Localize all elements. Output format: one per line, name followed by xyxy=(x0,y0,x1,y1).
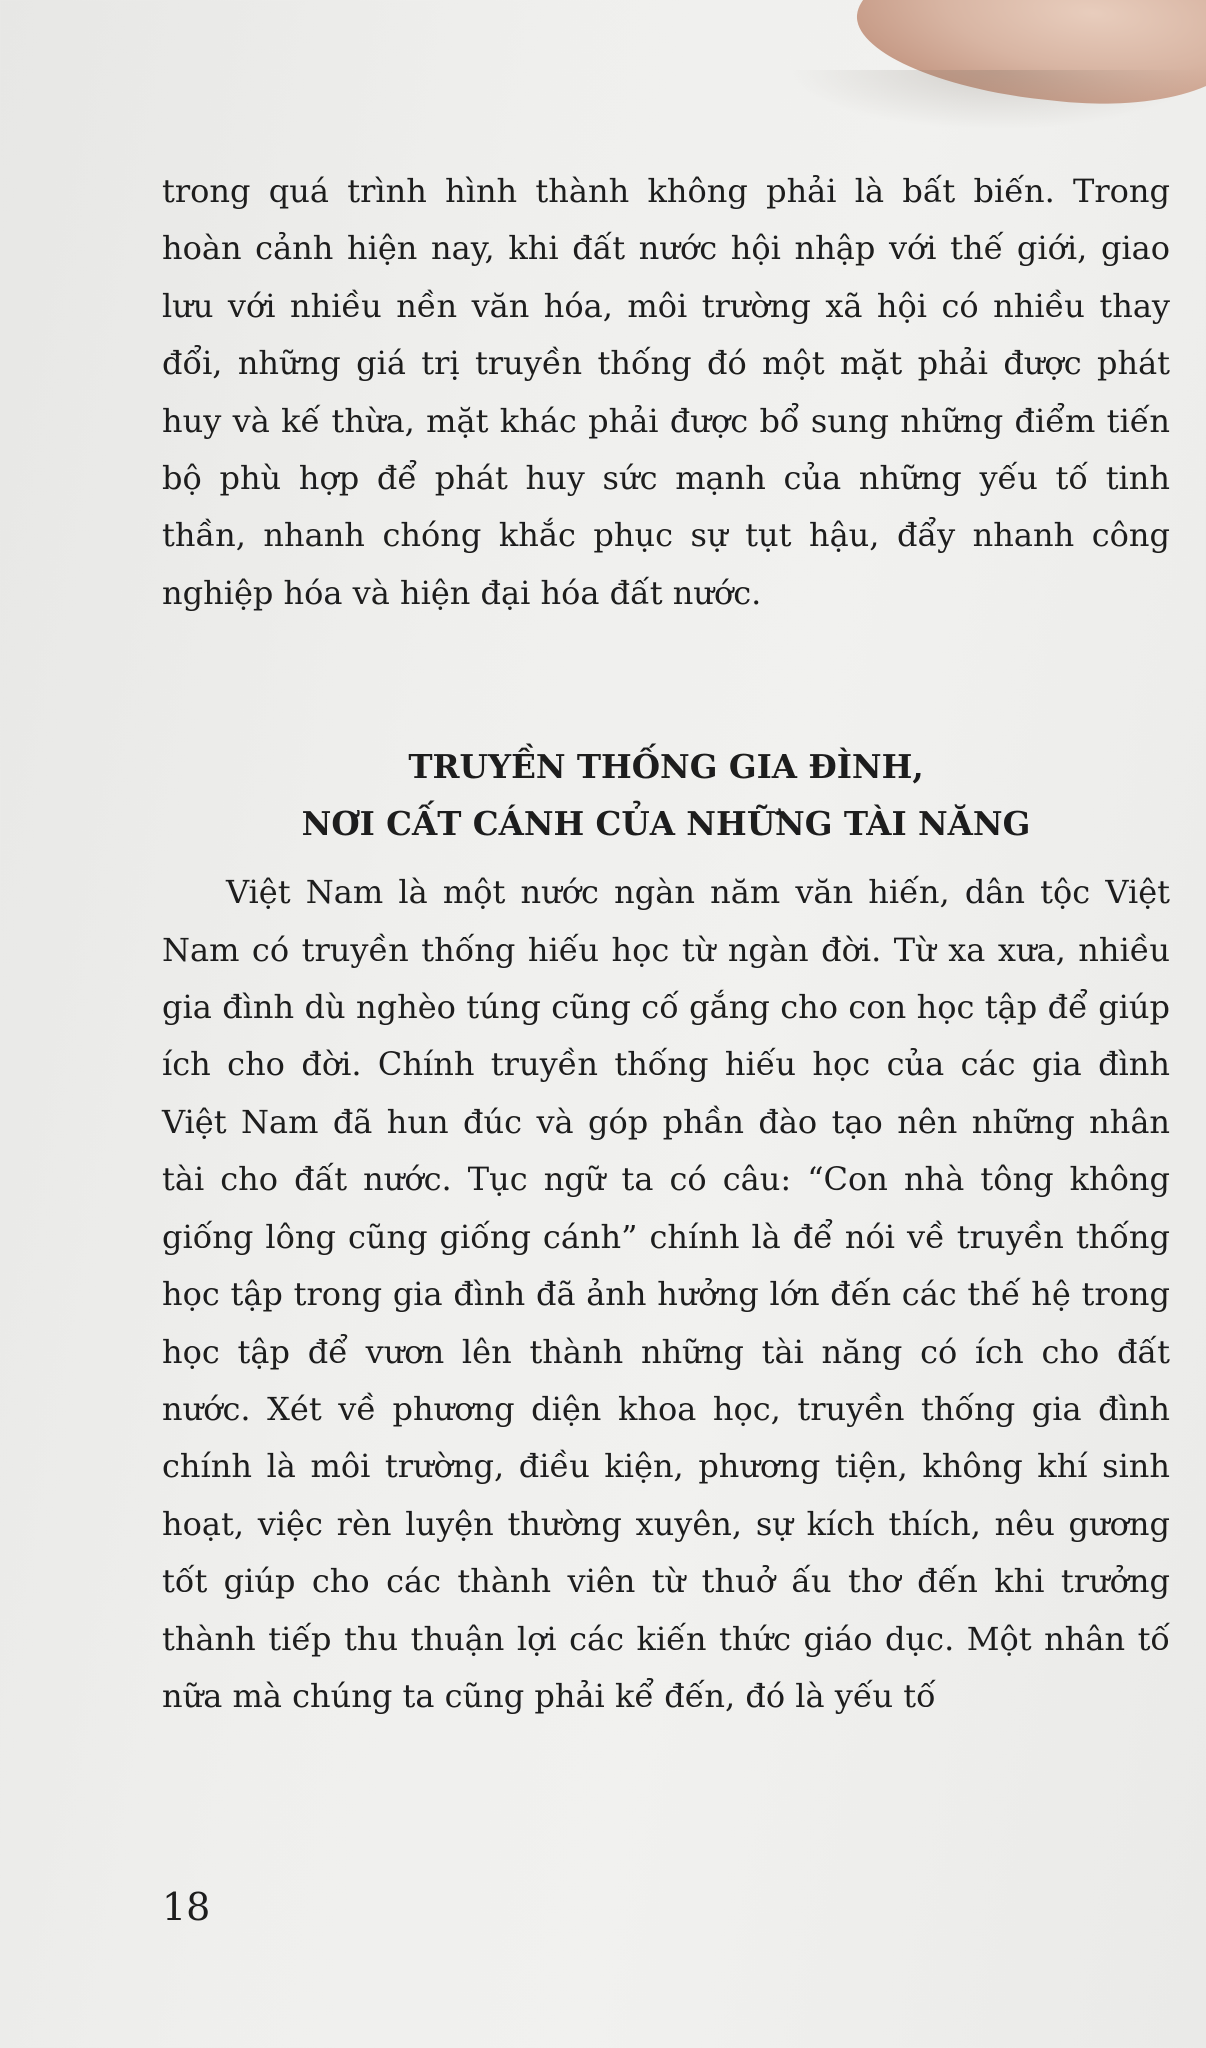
finger-shadow xyxy=(786,70,1206,130)
book-page-text xyxy=(162,163,1170,1725)
heading-line-2: NƠI CẤT CÁNH CỦA NHỮNG TÀI NĂNG xyxy=(301,804,1031,844)
body-paragraph: Việt Nam là một nước ngàn năm văn hiến, dân tộc Việt Nam có truyền thống hiếu học từ ngàn đời. Từ xa xưa, nhiều gia đình dù nghèo túng cũng cố gắng cho con học tập để giúp ích cho đời. Chính truyền thống hiếu học của các gia đình Việt Nam đã hun đúc và góp phần đào tạo nên những nhân tài cho đất nước. Tục ngữ ta có câu: “Con nhà tông không giống lông cũng giống cánh” chính là để nói về truyền thống học tập trong gia đình đã ảnh hưởng lớn đến các thế hệ trong học tập để vươn lên thành những tài năng có ích cho đất nước. Xét về phương diện khoa học, truyền thống gia đình chính là môi trường, điều kiện, phương tiện, không khí sinh hoạt, việc rèn luyện thường xuyên, sự kích thích, nêu gương tốt giúp cho các thành viên từ thuở ấu thơ đến khi trưởng thành tiếp thu thuận lợi các kiến thức giáo dục. Một nhân tố nữa mà chúng ta cũng phải kể đến, đó là yếu tố xyxy=(162,873,1170,1715)
page-number: 18 xyxy=(162,1885,211,1929)
heading-line-1: TRUYỀN THỐNG GIA ĐÌNH, xyxy=(408,747,924,787)
intro-paragraph: trong quá trình hình thành không phải là bất biến. Trong hoàn cảnh hiện nay, khi đất nước hội nhập với thế giới, giao lưu với nhiều nền văn hóa, môi trường xã hội có nhiều thay đổi, những giá trị truyền thống đó một mặt phải được phát huy và kế thừa, mặt khác phải được bổ sung những điểm tiến bộ phù hợp để phát huy sức mạnh của những yếu tố tinh thần, nhanh chóng khắc phục sự tụt hậu, đẩy nhanh công nghiệp hóa và hiện đại hóa đất nước. xyxy=(162,172,1170,612)
section-heading xyxy=(162,738,1170,852)
